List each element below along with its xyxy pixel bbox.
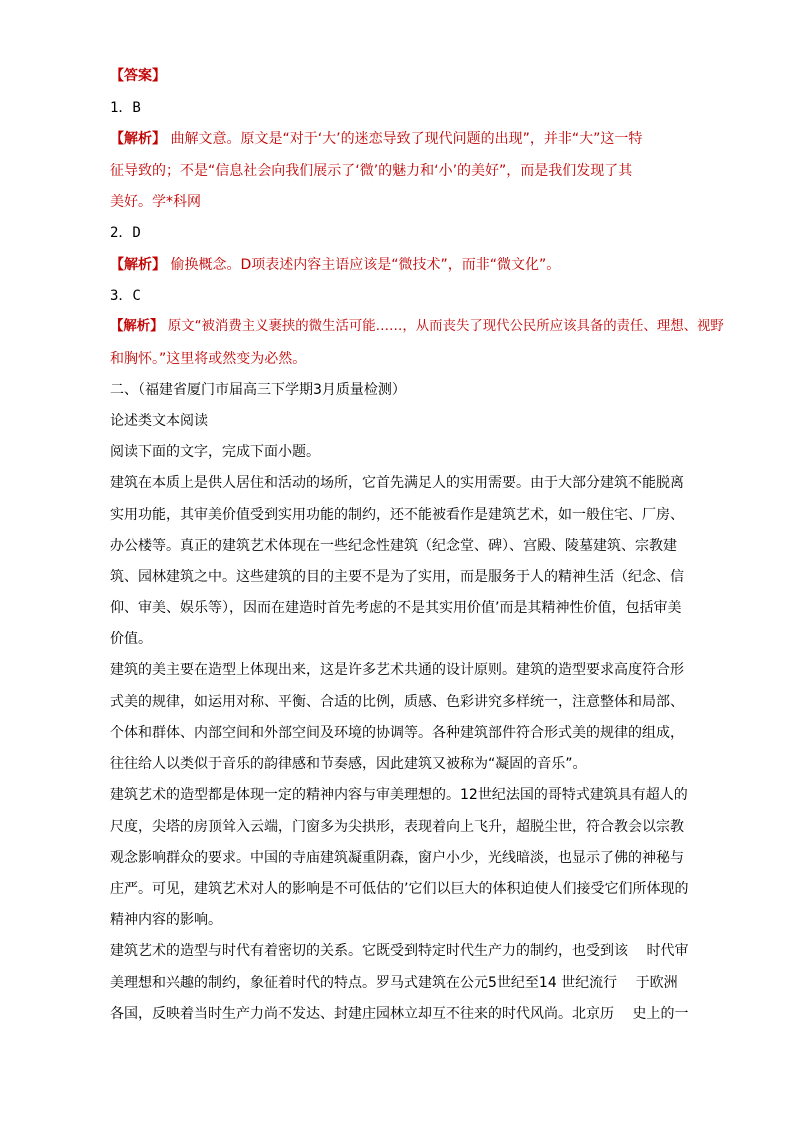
paragraph-line: 庄严。可见，建筑艺术对人的影响是不可低估的’它们以巨大的体积迫使人们接受它们所体现的 [110,881,689,897]
paragraph-line: 建筑在本质上是供人居住和活动的场所，它首先满足人的实用需要。由于大部分建筑不能脱离 [110,475,684,491]
paragraph-line: 尺度，尖塔的房顶耸入云端，门窗多为尖拱形，表现着向上飞升，超脱尘世，符合教会以宗教 [110,819,684,835]
paragraph-line: 筑、园林建筑之中。这些建筑的目的主要不是为了实用，而是服务于人的精神生活（纪念、信 [110,569,684,585]
answer-header: 【答案】 [110,68,166,84]
paragraph-line: 往往给人以类似于音乐的韵律感和节奏感，因此建筑又被称为“凝固的音乐”。 [110,756,587,772]
paragraph-line: 精神内容的影响。 [110,912,222,928]
paragraph-line: 建筑的美主要在造型上体现出来，这是许多艺术共通的设计原则。建筑的造型要求高度符合形 [110,662,684,678]
answer-3-number: 3．C [110,288,141,304]
paragraph-line: 价值。 [110,631,152,647]
analysis-text: 征导致的；不是“信息社会向我们展示了‘微’的魅力和‘小’的美好”，而是我们发现了其 [110,163,633,179]
analysis-text: 曲解文意。原文是“对于‘大’的迷恋导致了现代问题的出现”，并非“大”这一特 [170,131,643,147]
analysis-tag: 【解析】 [110,131,166,147]
answer-1-number: 1．B [110,100,141,116]
analysis-text: 原文“被消费主义裹挟的微生活可能……，从而丧失了现代公民所应该具备的责任、理想、视野 [167,319,724,334]
paragraph-line: 实用功能，其审美价值受到实用功能的制约，还不能被看作是建筑艺术，如一般住宅、厂房、 [110,507,684,523]
paragraph-line: 各国，反映着当时生产力尚不发达、封建庄园林立却互不往来的时代风尚。北京历 史上的一 [110,1006,689,1022]
analysis-text: 和胸怀。”这里将或然变为必然。 [110,351,307,367]
analysis-tag: 【解析】 [110,319,164,334]
answer-3-analysis [110,317,724,337]
analysis-text: 偷换概念。D项表述内容主语应该是“微技术”，而非“微文化”。 [170,257,561,273]
paragraph-line: 观念影响群众的要求。中国的寺庙建筑凝重阴森，窗户小少，光线暗淡，也显示了佛的神秘与 [110,850,684,866]
paragraph-line: 个体和群体、内部空间和外部空间及环境的协调等。各种建筑部件符合形式美的规律的组成， [110,725,684,741]
paragraph-line: 式美的规律，如运用对称、平衡、合适的比例，质感、色彩讲究多样统一，注意整体和局部、 [110,694,684,710]
analysis-text: 美好。学*科网 [110,194,201,210]
answer-2-analysis [110,255,560,275]
paragraph-line: 美理想和兴趣的制约，象征着时代的特点。罗马式建筑在公元5世纪至14 世纪流行 于欧洲 [110,975,678,991]
analysis-tag: 【解析】 [110,257,166,273]
section-heading: 二、（福建省厦门市届高三下学期3月质量检测） [110,382,406,398]
paragraph-line: 建筑艺术的造型与时代有着密切的关系。它既受到特定时代生产力的制约，也受到该 时代审 [110,943,689,959]
section-type: 论述类文本阅读 [110,413,208,429]
section-instruction: 阅读下面的文字，完成下面小题。 [110,444,320,460]
paragraph-line: 建筑艺术的造型都是体现一定的精神内容与审美理想的。12世纪法国的哥特式建筑具有超人的 [110,787,688,803]
answer-1-analysis [110,129,642,149]
paragraph-line: 仰、审美、娱乐等），因而在建造时首先考虑的不是其实用价值’而是其精神性价值，包括审美 [110,600,682,616]
answer-2-number: 2．D [110,225,141,241]
paragraph-line: 办公楼等。真正的建筑艺术体现在一些纪念性建筑（纪念堂、碑）、宫殿、陵墓建筑、宗教建 [110,538,677,554]
